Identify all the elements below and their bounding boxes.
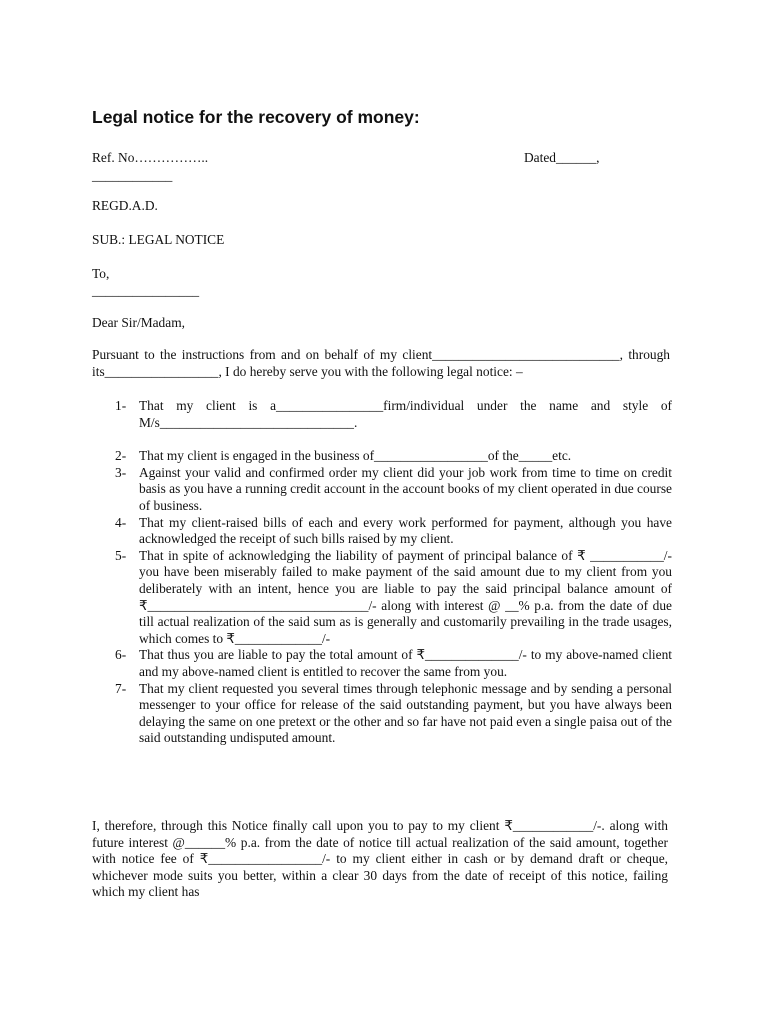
notice-point-7 — [92, 681, 672, 747]
reference-number: Ref. No…………….. — [92, 150, 209, 165]
notice-point-4 — [92, 515, 672, 548]
point-number: 2- — [115, 448, 127, 464]
dated-field: Dated______, — [524, 150, 600, 165]
point-text: That my client is a________________firm/individual under the name and style of M/s_____________________________. — [139, 398, 672, 430]
notice-point-5 — [92, 548, 672, 648]
point-text: That thus you are liable to pay the total amount of ₹______________/- to my above-named client and my above-named client is entitled to recover the same from you. — [139, 647, 672, 679]
document-title: Legal notice for the recovery of money: — [92, 107, 420, 127]
point-number: 5- — [115, 547, 127, 563]
notice-point-1 — [92, 398, 672, 431]
point-text: That my client is engaged in the business of_________________of the_____etc. — [139, 448, 572, 464]
notice-point-2 — [92, 448, 672, 465]
subject-line: SUB.: LEGAL NOTICE — [92, 232, 225, 247]
salutation: Dear Sir/Madam, — [92, 315, 185, 330]
point-number: 4- — [115, 514, 127, 530]
registered-ad-label: REGD.A.D. — [92, 198, 158, 213]
point-text: That my client requested you several times through telephonic message and by sending a personal messenger to your office for release of the said outstanding payment, but you have always been delaying the same on one pretext or the other and so far have not paid even a single paisa out of the said outstanding undisputed amount. — [139, 680, 672, 746]
point-number: 7- — [115, 680, 127, 696]
point-number: 1- — [115, 398, 127, 413]
notice-point-3 — [92, 465, 672, 515]
point-number: 3- — [115, 464, 127, 480]
date-blank-line: ____________ — [92, 168, 173, 183]
to-label: To, — [92, 266, 110, 281]
notice-point-6 — [92, 647, 672, 680]
notice-points-list — [92, 398, 672, 747]
addressee-blank-line: ________________ — [92, 283, 200, 298]
point-text: That my client-raised bills of each and every work performed for payment, although you have acknowledged the receipt of such bills raised by my client. — [139, 514, 672, 547]
intro-paragraph: Pursuant to the instructions from and on behalf of my client____________________________, through its_________________, I do hereby serve you with the following legal notice: – — [92, 347, 670, 379]
point-text: That in spite of acknowledging the liability of payment of principal balance of ₹ ___________/- you have been miserably failed to make payment of the said amount due to my client from you deliberately with an intent, hence you are liable to pay the said principal balance amount of ₹_________________________________/- along with interest @ __% p.a. from the date of due till actual realization of the said sum as is generally and customarily prevailing in the trade usages, which comes to ₹_____________/- — [139, 547, 672, 646]
point-text: Against your valid and confirmed order my client did your job work from time to time on credit basis as you have a running credit account in the account books of my client operated in due course of business. — [139, 464, 672, 513]
closing-paragraph: I, therefore, through this Notice finally call upon you to pay to my client ₹____________/-. along with future interest @______% p.a. from the date of notice till actual realization of the said amount, together with notice fee of ₹_________________/- to my client either in cash or by demand draft or cheque, whichever mode suits you better, within a clear 30 days from the date of receipt of this notice, failing which my client has — [92, 818, 668, 900]
point-number: 6- — [115, 647, 127, 663]
